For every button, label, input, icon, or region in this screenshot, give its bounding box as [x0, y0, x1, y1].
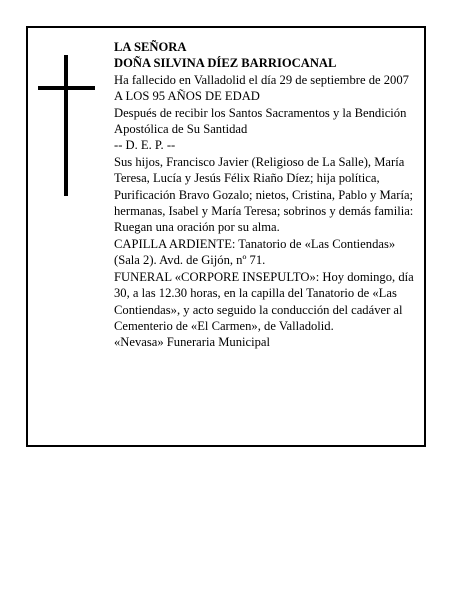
- death-statement: Ha fallecido en Valladolid el día 29 de septiembre de 2007: [114, 72, 409, 87]
- obituary-notice-text: [114, 39, 414, 351]
- funeral-home: «Nevasa» Funeraria Municipal: [114, 335, 270, 350]
- deceased-name: DOÑA SILVINA DÍEZ BARRIOCANAL: [114, 56, 337, 71]
- chapel-info: CAPILLA ARDIENTE: Tanatorio de «Las Contiendas» (Sala 2). Avd. de Gijón, nº 71.: [114, 236, 396, 268]
- prayer-request: Ruegan una oración por su alma.: [114, 220, 280, 235]
- funeral-info: FUNERAL «CORPORE INSEPULTO»: Hoy domingo, día 30, a las 12.30 horas, en la capilla del Tanatorio de «Las Contiendas», y acto seguido la conducción del cadáver al Cementerio de «El Carmen», de Valladolid.: [114, 269, 414, 333]
- sacraments-statement: Después de recibir los Santos Sacramentos y la Bendición Apostólica de Su Santidad: [114, 105, 407, 137]
- family-list: Sus hijos, Francisco Javier (Religioso de La Salle), María Teresa, Lucía y Jesús Félix Riaño Díez; hija política, Purificación Bravo Gozalo; nietos, Cristina, Pablo y María; hermanas, Isabel y María Teresa; sobrinos y demás familia:: [114, 154, 414, 219]
- rip-line: -- D. E. P. --: [114, 138, 176, 153]
- cross-icon-crossbar: [38, 86, 95, 90]
- cross-icon: [64, 55, 68, 196]
- notice-title: LA SEÑORA: [114, 40, 187, 54]
- age-statement: A LOS 95 AÑOS DE EDAD: [114, 89, 260, 104]
